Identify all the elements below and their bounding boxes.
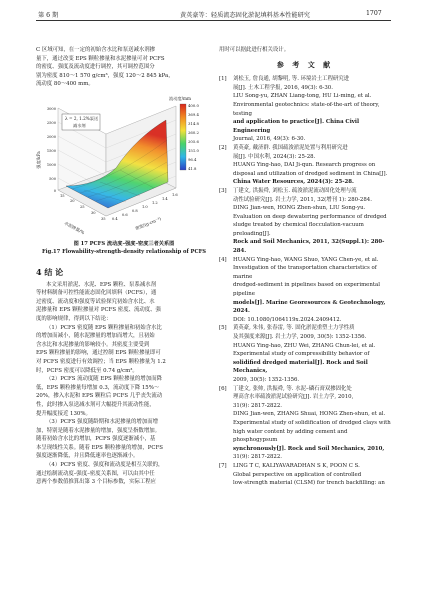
running-title: 黄英豪等：轻质流态固化淤泥填料基本性能研究 [180, 12, 310, 19]
text-line: 提升幅度接近 130%。 [36, 410, 91, 417]
z-tick: 1000 [46, 163, 56, 167]
annotation-line-1: λ = 2, 1.2%泵送 [65, 116, 99, 121]
annotation-line-2: 减水剂 [73, 123, 86, 128]
reference-item [219, 462, 391, 488]
colorbar [180, 104, 186, 170]
reference-number: [6] [219, 385, 227, 392]
figure-caption-en: Fig.17 Flowability-strength-density relationship of PCFS [41, 249, 207, 255]
reference-line: HUANG Ying-hao, ZHU Wei, ZHANG Chun-lei, et al. [233, 342, 376, 349]
reference-line: Rock and Soil Mechanics, 2011, 32(Suppl.1): 280-284. [233, 239, 385, 255]
reference-item [219, 187, 391, 256]
text-line: 含水比和水泥掺量的影响较小。其密度主要受到 [36, 341, 150, 348]
reference-line: HUANG Ying-hao, WANG Shuo, YANG Chen-ye, et al. [233, 256, 379, 263]
legend-value: 41.8 [188, 166, 197, 171]
reference-line: low-strength material (CLSM) for trench backfilling: an [233, 480, 385, 487]
reference-number: [1] [219, 76, 227, 83]
legend-value: 151.0 [188, 148, 199, 153]
z-axis-label: 强度/kPa [36, 151, 41, 169]
reference-item [219, 256, 391, 325]
text-line: 等材料制备可控性能流态固化回填料（PCFS），通 [36, 290, 157, 297]
reference-line: Experimental study of compressibility behavior of [233, 351, 370, 358]
references-title: 参 考 文 献 [276, 59, 334, 69]
reference-line: sludge treated by chemical flocculation-vacuum preloading[J]. [233, 222, 364, 237]
z-tick: 2000 [46, 135, 56, 139]
reference-line: DING Jian-wen, ZHANG Shuai, HONG Zhen-shun, et al. [233, 411, 386, 418]
reference-line: DING Jian-wen, HONG Zhen-shun, LIU Song-yu. [233, 205, 366, 212]
text-line: 20%，掺入水泥和 EPS 颗粒后 PCFS 几乎丧失流动 [36, 393, 163, 400]
intro-paragraph [36, 46, 211, 89]
text-line: 过密度、流动度和强度等试验探究初始含水比、水 [36, 298, 155, 305]
reference-line: models[J]. Marine Georesources & Geotechnology, 2024. [233, 299, 386, 315]
reference-line: Journal, 2016, 49(3): 6-30. [233, 136, 306, 143]
x-tick: 30 [91, 211, 96, 215]
x-tick: 35 [101, 217, 106, 221]
reference-line: Global perspective on application of controlled [233, 471, 362, 478]
text-line: 别为密度 810～1 570 g/cm³，强度 120～2 845 kPa， [36, 72, 174, 79]
text-line: 随着初始含水比的增加，PCFS 强度逐渐减小，基 [36, 436, 156, 443]
reference-line: Experimental study of solidification of dredged clays with [233, 419, 391, 426]
legend-value: 96.4 [188, 157, 197, 162]
reference-line: Evaluation on deep dewatering performance of dredged [233, 213, 387, 220]
text-line: 本文采用淤泥、水泥、EPS 颗粒、泵系减水剂 [46, 281, 157, 288]
reference-line: 动性试验研究[J]. 岩土力学, 2011, 32(增刊 1): 280-284. [233, 196, 372, 203]
text-line: 对 PCFS 密度进行有效调控；当 EPS 颗粒掺量为 1.2 [36, 358, 166, 365]
text-line: （2）PCFS 流动度随 EPS 颗粒掺量的增加而降 [46, 376, 162, 383]
reference-number: [2] [219, 144, 227, 151]
reference-line: DOI: 10.1080/1064119x.2024.2409412. [233, 316, 342, 323]
y-tick: 1.4 [162, 197, 168, 201]
legend-value: 260.2 [188, 130, 199, 135]
reference-item [219, 75, 391, 144]
y-axis-label: 密度/(g·cm⁻³) [134, 216, 162, 231]
reference-line: 黄英豪, 朱伟, 张春雷, 等. 固化淤泥重塑土力学性质 [233, 325, 355, 332]
x-tick: 25 [80, 205, 85, 209]
y-tick: 1.6 [172, 193, 178, 197]
text-line: EPS 颗粒掺量的影响，通过控制 EPS 颗粒掺量即可 [36, 350, 161, 357]
page-header [0, 0, 427, 30]
reference-number: [7] [219, 462, 227, 469]
reference-line: high water content by adding cement and phosphogypsum [233, 428, 348, 444]
text-line: 的密度、强度及流动度进行调控，其可调控范围分 [36, 64, 155, 71]
reference-line: LING T C, KALIYAVARADHAN S K, POON C S. [233, 462, 360, 469]
x-tick: 15 [60, 194, 65, 198]
text-line: （4）PCFS 密度、强度和流动度是相互关联的， [46, 462, 164, 469]
reference-line: 及其强度来源[J]. 岩土力学, 2009, 30(5): 1352-1356. [233, 334, 367, 340]
reference-line: 丁建文, 洪振舜, 刘松玉. 疏浚淤泥流动固化处理与流 [233, 187, 357, 194]
text-line: （3）PCFS 强度随龄期和水泥掺量的增加而增 [46, 419, 158, 426]
reference-line: 2009, 30(5): 1352-1356. [233, 376, 300, 383]
reference-line: 31(9): 2817-2822. [233, 402, 282, 409]
legend-value: 205.6 [188, 139, 199, 144]
legend-title: 流动度/mm [169, 96, 191, 101]
reference-line: 刘松玉, 詹良通, 胡黎明, 等. 环境岩土工程研究进 [233, 76, 350, 83]
text-line: 通过绘制流动度–强度–密度关系图，可以由其中任 [36, 470, 155, 477]
section-title: 4 结 论 [36, 267, 64, 277]
page-number: 1707 [366, 10, 382, 17]
text-line: 意两个参数值推算出第 3 个目标参数，实际工程应 [36, 479, 157, 486]
z-tick: 3000 [46, 107, 56, 111]
reference-item [219, 144, 391, 187]
reference-line: synchronously[J]. Rock and Soil Mechanics, 2010, [233, 445, 385, 452]
y-tick: 0.8 [132, 209, 138, 213]
text-line: 用时可以据此进行相关设计。 [219, 47, 290, 53]
issue-number: 第 6 期 [38, 12, 59, 19]
y-tick: 1.0 [142, 205, 148, 209]
reference-line: LIU Song-yu, ZHAN Liang-tong, HU Li-ming, et al. [233, 93, 372, 100]
reference-line: 丁建文, 张帅, 洪振舜, 等. 水泥–磷石膏双掺固化处 [233, 385, 352, 392]
text-line: 低，EPS 颗粒掺量每增加 0.3，流动度下降 15%～ [36, 384, 160, 391]
reference-line: 31(9): 2817-2822. [233, 454, 282, 461]
z-tick: 2500 [46, 121, 56, 125]
text-line: C 区域可知，在一定的初始含水比和泵送减水剂掺 [36, 47, 156, 53]
reference-number: [3] [219, 187, 227, 194]
conclusion-section [36, 262, 211, 487]
reference-line: 黄英豪, 戴济群. 我国疏浚淤泥处置与利用研究进 [233, 144, 348, 151]
text-line: 时，PCFS 密度可以降低至 0.74 g/cm³。 [36, 367, 138, 374]
reference-item [219, 385, 391, 462]
text-line: 本呈现线性关系。随着 EPS 颗粒掺量的增加，PCFS [36, 444, 163, 451]
x-axis-label: 水泥掺量/% [63, 220, 86, 236]
z-tick: 0 [53, 189, 56, 193]
legend-value: 400.0 [188, 103, 199, 108]
reference-number: [5] [219, 325, 227, 332]
reference-line: Environmental geotechnics: state-of-the-art of theory, testing [233, 101, 380, 117]
text-line: 强度逐渐降低，并且降低速率也逐渐减小。 [36, 453, 139, 460]
reference-item [219, 324, 391, 384]
text-line: 的增加而减小，随水泥掺量的增加而增大，且初始 [36, 333, 155, 340]
text-line: 量下，通过改变 EPS 颗粒掺量和水泥掺量可对 PCFS [36, 55, 165, 62]
header-rule [36, 20, 391, 21]
z-tick: 1500 [46, 149, 56, 153]
text-line: 泥掺量和 EPS 颗粒掺量对 PCFS 密度、流动度、强 [36, 307, 161, 314]
reference-line: solidified dredged material[J]. Rock and Soil Mechanics, [233, 359, 368, 375]
legend-value: 369.4 [188, 112, 199, 117]
figure-caption-cn: 图 17 PCFS 流动度–强度–密度三者关系图 [73, 241, 175, 247]
y-tick: 1.2 [152, 201, 158, 205]
y-tick: 0.4 [112, 217, 118, 221]
reference-line: 展[J]. 土木工程学报, 2016, 49(3): 6-30. [233, 84, 333, 91]
reference-line: and application to practice[J]. China Civil Engineering [233, 119, 360, 134]
reference-line: HUANG Ying-hao, DAI Ji-qun. Research progress on [233, 162, 376, 169]
z-tick: 500 [49, 177, 56, 181]
reference-line: disposal and utilization of dredged sediment in China[J]. [233, 170, 388, 177]
reference-line: 理高含水率疏浚淤泥试验研究[J]. 岩土力学, 2010, [233, 394, 354, 401]
text-line: 性，此时掺入泵送减水剂可大幅提升其流动性能， [36, 401, 155, 408]
legend-value: 314.8 [188, 121, 199, 126]
text-line: 加，特别是随着水泥掺量的增加，强度呈指数增加。 [36, 427, 160, 434]
text-line: （1）PCFS 密度随 EPS 颗粒掺量和初始含水比 [46, 324, 162, 331]
reference-line: dredged-sediment in pipelines based on experimental pipeline [233, 282, 380, 298]
text-line: 流动度 80～400 mm。 [36, 81, 94, 88]
reference-line: China Water Resources, 2024(3): 25-28. [233, 179, 354, 186]
reference-line: Investigation of the transportation characteristics of marine [233, 265, 377, 280]
reference-number: [4] [219, 256, 227, 263]
right-column [219, 46, 391, 488]
reference-line: 展[J]. 中国水利, 2024(3): 25-28. [233, 153, 316, 160]
y-tick: 0.6 [122, 213, 128, 217]
figure-17-3d-surface [36, 90, 212, 238]
text-line: 度的影响规律，得到以下结论： [36, 315, 112, 322]
x-tick: 20 [70, 199, 75, 203]
